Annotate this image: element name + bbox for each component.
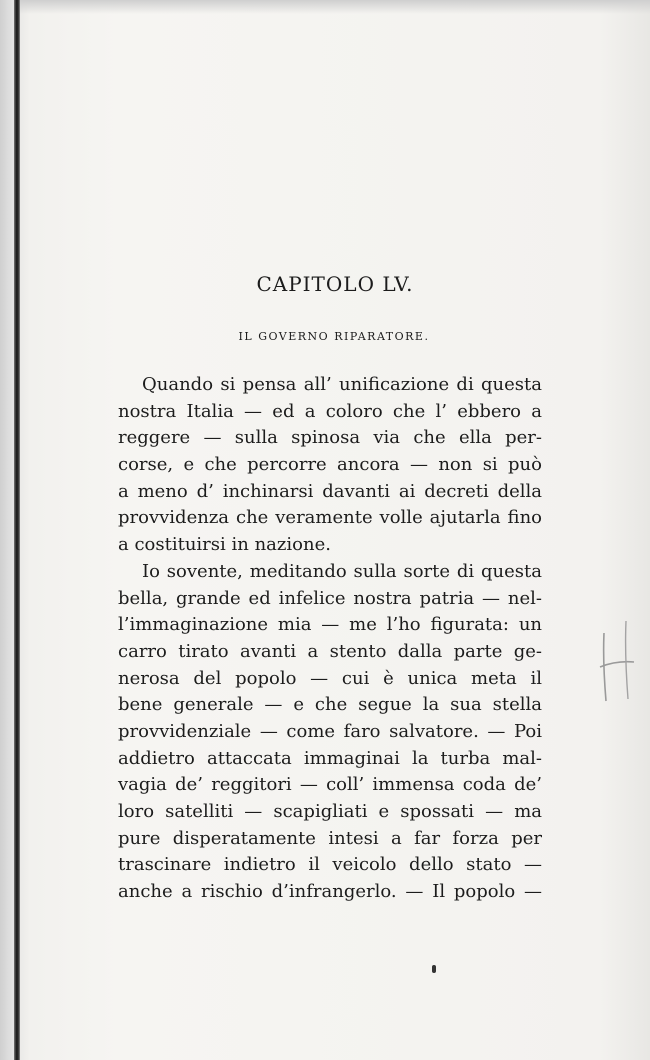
ink-speck bbox=[432, 965, 436, 973]
text-line: vagia de’ reggitori — coll’ immensa coda de’ bbox=[118, 774, 542, 796]
text-line: a costituirsi in nazione. bbox=[118, 534, 331, 556]
text-line: a meno d’ inchinarsi davanti ai decreti della bbox=[118, 480, 542, 502]
chapter-title: CAPITOLO LV. bbox=[256, 272, 414, 296]
text-line: provvidenza che veramente volle ajutarla fino bbox=[118, 507, 542, 529]
text-line: loro satelliti — scapigliati e spossati — ma bbox=[118, 801, 542, 822]
text-line: pure disperatamente intesi a far forza per bbox=[118, 827, 542, 849]
book-spine-edge bbox=[14, 0, 20, 1060]
text-line: trascinare indietro il veicolo dello stato — bbox=[118, 854, 542, 876]
text-line: corse, e che percorre ancora — non si può bbox=[118, 454, 542, 476]
body-text bbox=[118, 372, 542, 906]
text-line: anche a rischio d’infrangerlo. — Il popolo — bbox=[118, 881, 542, 903]
text-line: Io sovente, meditando sulla sorte di questa bbox=[142, 560, 542, 582]
text-line: l’immaginazione mia — me l’ho figurata: un bbox=[118, 614, 542, 636]
text-line: provvidenziale — come faro salvatore. — Poi bbox=[118, 720, 542, 742]
text-line: bella, grande ed infelice nostra patria — nel- bbox=[118, 587, 542, 609]
chapter-subtitle: IL GOVERNO RIPARATORE. bbox=[238, 330, 430, 343]
text-line: nerosa del popolo — cui è unica meta il bbox=[118, 667, 542, 689]
page-gutter-shadow bbox=[0, 0, 14, 1060]
text-line: reggere — sulla spinosa via che ella per- bbox=[118, 427, 542, 449]
pencil-annotation-mark bbox=[598, 615, 638, 705]
text-line: addietro attaccata immaginai la turba mal- bbox=[118, 747, 542, 769]
text-line: carro tirato avanti a stento dalla parte ge- bbox=[118, 640, 542, 662]
text-line: nostra Italia — ed a coloro che l’ ebbero a bbox=[118, 400, 542, 422]
text-line: Quando si pensa all’ unificazione di questa bbox=[142, 374, 542, 395]
text-line: bene generale — e che segue la sua stella bbox=[118, 694, 542, 716]
page-top-edge bbox=[20, 0, 650, 14]
